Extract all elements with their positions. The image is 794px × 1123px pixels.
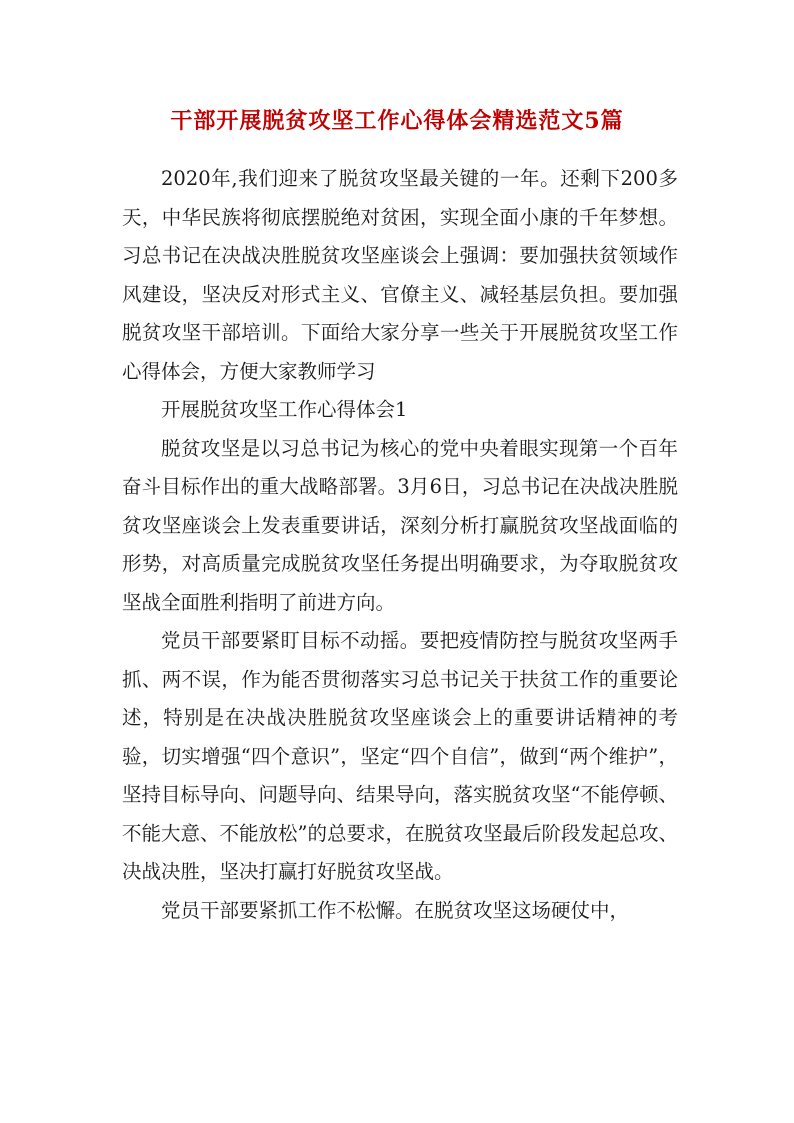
section-heading: 开展脱贫攻坚工作心得体会1 — [161, 398, 408, 421]
paragraph-intro: 2020年,我们迎来了脱贫攻坚最关键的一年。还剩下200多天，中华民族将彻底摆脱绝对贫困，实现全面小康的千年梦想。习总书记在决战决胜脱贫攻坚座谈会上强调：要加强扶贫领域作风建设，坚决反对形式主义、官僚主义、减轻基层负担。要加强脱贫攻坚干部培训。下面给大家分享一些关于开展脱贫攻坚工作心得体会，方便大家教师学习 — [122, 167, 678, 383]
document-body — [122, 160, 678, 930]
paragraph: 党员干部要紧盯目标不动摇。要把疫情防控与脱贫攻坚两手抓、两不误，作为能否贯彻落实习总书记关于扶贫工作的重要论述，特别是在决战决胜脱贫攻坚座谈会上的重要讲话精神的考验，切实增强“四个意识”，坚定“四个自信”，做到“两个维护”，坚持目标导向、问题导向、结果导向，落实脱贫攻坚“不能停顿、不能大意、不能放松”的总要求，在脱贫攻坚最后阶段发起总攻、决战决胜，坚决打赢打好脱贫攻坚战。 — [122, 629, 678, 883]
paragraph: 脱贫攻坚是以习总书记为核心的党中央着眼实现第一个百年奋斗目标作出的重大战略部署。3月6日，习总书记在决战决胜脱贫攻坚座谈会上发表重要讲话，深刻分析打赢脱贫攻坚战面临的形势，对高质量完成脱贫攻坚任务提出明确要求，为夺取脱贫攻坚战全面胜利指明了前进方向。 — [122, 436, 678, 614]
document-title: 干部开展脱贫攻坚工作心得体会精选范文5篇 — [170, 108, 624, 134]
paragraph: 党员干部要紧抓工作不松懈。在脱贫攻坚这场硬仗中， — [161, 898, 630, 922]
